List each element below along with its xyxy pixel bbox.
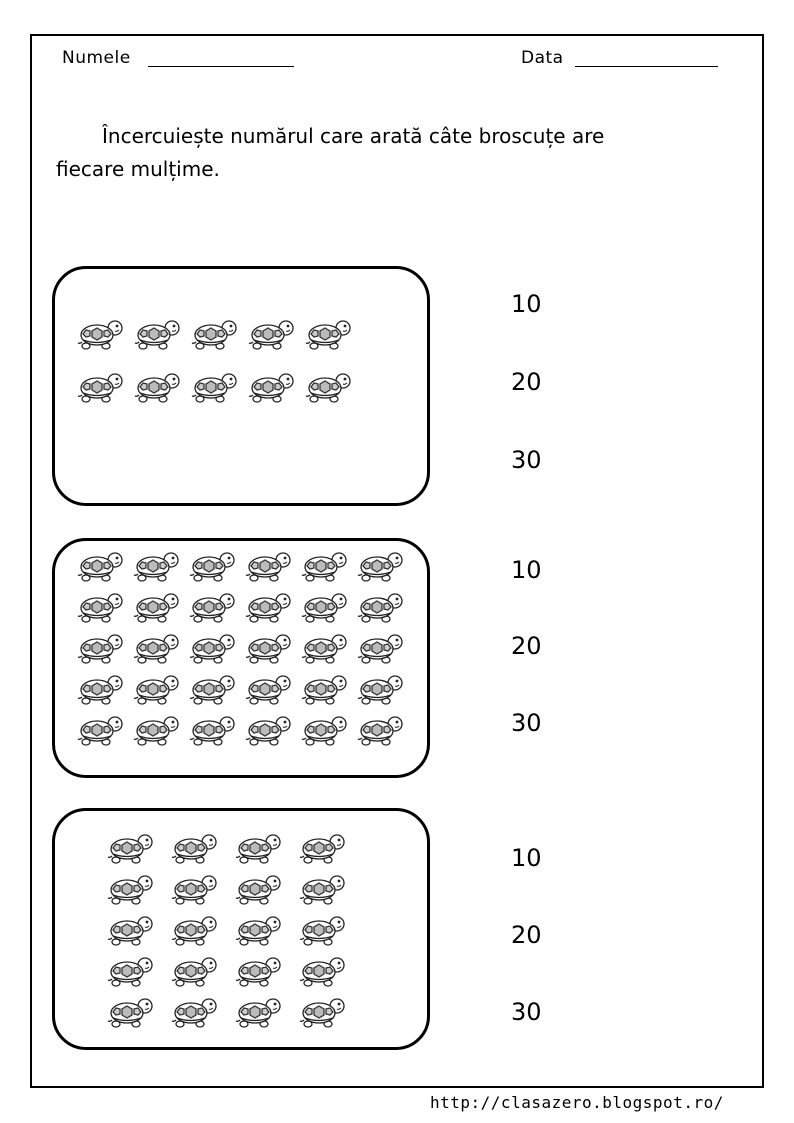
turtle-icon [236,832,282,868]
turtle-icon [108,996,154,1032]
turtle-icon [172,832,218,868]
footer-url[interactable]: http://clasazero.blogspot.ro/ [430,1093,724,1112]
turtle-icon [246,632,292,668]
turtle-icon [134,591,180,627]
turtle-icon [300,914,346,950]
turtle-icon [78,550,124,586]
turtle-icon [190,714,236,750]
turtle-icon [246,591,292,627]
turtle-icon [135,371,181,407]
turtle-icon [300,832,346,868]
answer-option-3-2[interactable]: 20 [511,921,542,949]
turtle-icon [302,550,348,586]
turtle-icon [190,673,236,709]
answer-option-2-3[interactable]: 30 [511,709,542,737]
instruction-text [56,120,696,186]
turtle-icon [300,955,346,991]
turtle-icon [108,914,154,950]
turtle-icon [246,714,292,750]
name-field-line[interactable] [148,66,294,67]
turtle-icon [134,550,180,586]
turtle-icon [172,955,218,991]
turtle-icon [78,673,124,709]
turtle-icon [192,371,238,407]
turtle-icon [358,591,404,627]
turtle-icon [192,318,238,354]
instruction-line-2: fiecare mulțime. [56,157,220,181]
turtle-icon [358,673,404,709]
turtle-icon [78,632,124,668]
turtle-icon [358,550,404,586]
turtle-icon [190,632,236,668]
turtle-icon [134,673,180,709]
turtle-icon [172,873,218,909]
turtle-icon [78,371,124,407]
turtle-icon [302,591,348,627]
answer-option-2-2[interactable]: 20 [511,632,542,660]
date-field-line[interactable] [575,66,718,67]
turtle-icon [108,832,154,868]
turtle-icon [358,632,404,668]
turtle-icon [306,318,352,354]
turtle-icon [78,714,124,750]
answer-option-1-1[interactable]: 10 [511,290,542,318]
turtle-icon [300,996,346,1032]
turtle-icon [246,673,292,709]
instruction-line-1: Încercuiește numărul care arată câte broscuțe are [102,124,605,148]
turtle-icon [135,318,181,354]
turtle-icon [190,591,236,627]
turtle-icon [108,955,154,991]
answer-option-1-3[interactable]: 30 [511,446,542,474]
turtle-icon [134,632,180,668]
date-label: Data [521,48,564,68]
answer-option-3-1[interactable]: 10 [511,844,542,872]
turtle-icon [134,714,180,750]
turtle-icon [306,371,352,407]
turtle-icon [302,632,348,668]
turtle-icon [236,914,282,950]
turtle-icon [300,873,346,909]
turtle-icon [249,371,295,407]
turtle-icon [172,914,218,950]
answer-option-1-2[interactable]: 20 [511,368,542,396]
turtle-icon [236,955,282,991]
turtle-icon [249,318,295,354]
answer-option-3-3[interactable]: 30 [511,998,542,1026]
answer-option-2-1[interactable]: 10 [511,556,542,584]
turtle-icon [302,714,348,750]
turtle-icon [358,714,404,750]
name-label: Numele [62,48,131,68]
turtle-icon [78,591,124,627]
turtle-icon [190,550,236,586]
turtle-icon [172,996,218,1032]
turtle-icon [236,996,282,1032]
turtle-icon [302,673,348,709]
turtle-icon [108,873,154,909]
turtle-icon [236,873,282,909]
turtle-icon [246,550,292,586]
turtle-icon [78,318,124,354]
